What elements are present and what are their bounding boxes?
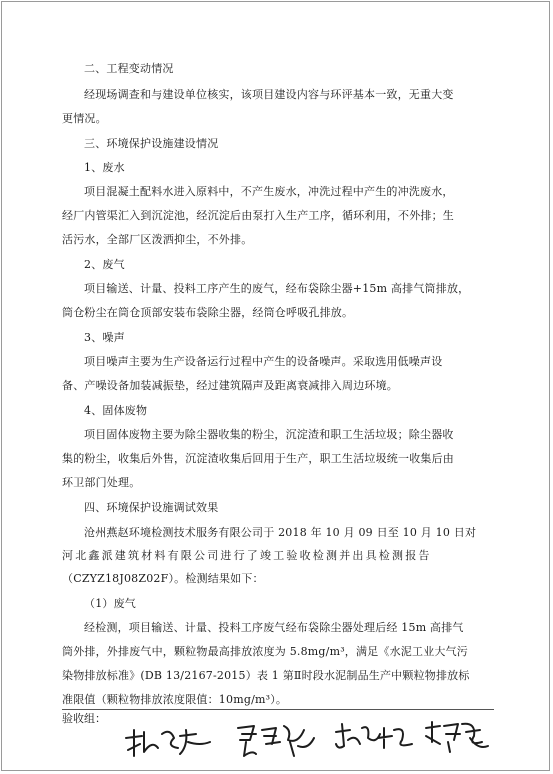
section-heading-facilities: 三、环境保护设施建设情况 [84,137,219,150]
subheading-wastewater: 1、废水 [84,161,125,174]
paragraph-line: 沧州燕赵环境检测技术服务有限公司于 2018 年 10 月 09 日至 10 月 10 日对 [84,526,477,539]
subheading-noise: 3、噪声 [84,331,125,344]
paragraph-line: 项目混凝土配料水进入原料中，不产生废水，冲洗过程中产生的冲洗废水， [84,185,454,198]
paragraph-line: 经现场调查和与建设单位核实，该项目建设内容与环评基本一致，无重大变 [84,88,454,101]
paragraph-line: 环卫部门处理。 [62,476,141,489]
paragraph-line: 染物排放标准》(DB 13/2167-2015）表 1 第Ⅱ时段水泥制品生产中颗粒物排放标 [62,669,470,682]
paragraph-line: 经厂内管渠汇入到沉淀池，经沉淀后由泵打入生产工序，循环利用，不外排；生 [62,209,454,222]
subheading-exhaust: 2、废气 [84,258,125,271]
paragraph-line: （CZYZ18J08Z02F）。检测结果如下： [62,572,264,585]
signature-divider [62,709,494,710]
paragraph-line: 河北鑫派建筑材料有限公司进行了竣工验收检测并出具检测报告 [62,549,432,562]
paragraph-line: 项目固体废物主要为除尘器收集的粉尘，沉淀渣和职工生活垃圾；除尘器收 [84,428,454,441]
paragraph-line: 集的粉尘，收集后外售，沉淀渣收集后回用于生产，职工生活垃圾统一收集后由 [62,452,454,465]
paragraph-line: 备、产噪设备加装减振垫，经过建筑隔声及距离衰减排入周边环境。 [62,379,398,392]
paragraph-line: 筒仓粉尘在筒仓顶部安装布袋除尘器，经筒仓呼吸孔排放。 [62,306,354,319]
signature-4 [420,716,492,764]
paragraph-line: 经检测，项目输送、计量、投料工序废气经布袋除尘器处理后经 15m 高排气 [84,621,464,634]
paragraph-line: 准限值（颗粒物排放浓度限值：10mg/m³）。 [62,693,288,706]
signature-3 [332,716,416,764]
section-heading-results: 四、环境保护设施调试效果 [84,501,219,514]
subheading-exhaust-results: （1）废气 [84,597,136,610]
section-heading-changes: 二、工程变动情况 [84,62,174,75]
paragraph-line: 项目输送、计量、投料工序产生的废气，经布袋除尘器+15m 高排气筒排放， [84,282,470,295]
acceptance-team-label: 验收组： [62,712,106,725]
paragraph-line: 筒外排，外排废气中，颗粒物最高排放浓度为 5.8mg/m³，满足《水泥工业大气污 [62,645,469,658]
subheading-solid-waste: 4、固体废物 [84,404,148,417]
paragraph-line: 活污水，全部厂区泼洒抑尘，不外排。 [62,233,253,246]
signature-1 [122,716,214,764]
paragraph-line: 项目噪声主要为生产设备运行过程中产生的设备噪声。采取选用低噪声设 [84,355,443,368]
paragraph-line: 更情况。 [62,112,107,125]
signature-2 [232,716,318,764]
